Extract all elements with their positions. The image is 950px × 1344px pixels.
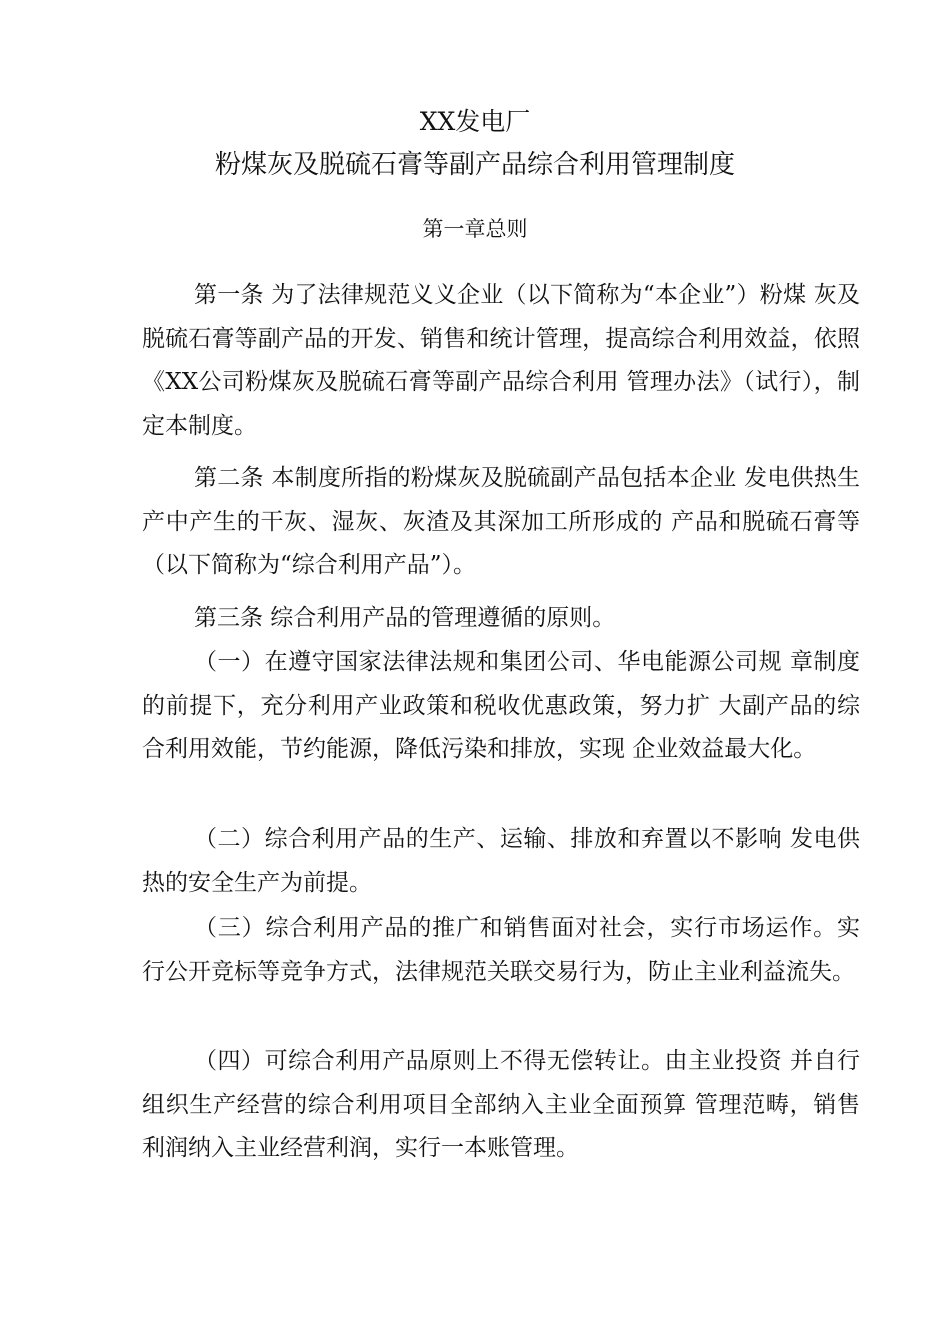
chapter-heading: 第一章总则	[422, 217, 528, 241]
document-title-line-1: XX发电厂	[419, 107, 531, 136]
paragraph-article-2: 第二条 本制度所指的粉煤灰及脱硫副产品包括本企业 发电供热生产中产生的干灰、湿灰、灰渣及其深加工所形成的 产品和脱硫石膏等（以下简称为“综合利用产品”）。	[142, 465, 860, 578]
paragraph-principle-3: （三）综合利用产品的推广和销售面对社会，实行市场运作。实行公开竞标等竞争方式，法律规范关联交易行为，防止主业利益流失。	[142, 915, 860, 985]
paragraph-principle-2: （二）综合利用产品的生产、运输、排放和弃置以不影响 发电供热的安全生产为前提。	[142, 826, 860, 896]
paragraph-article-1: 第一条 为了法律规范义义企业（以下简称为“本企业”）粉煤 灰及脱硫石膏等副产品的开发、销售和统计管理，提高综合利用效益，依照《XX公司粉煤灰及脱硫石膏等副产品综合利用 管理办法》（试行），制定本制度。	[142, 282, 860, 439]
paragraph-principle-4: （四）可综合利用产品原则上不得无偿转让。由主业投资 并自行组织生产经营的综合利用项目全部纳入主业全面预算 管理范畴，销售利润纳入主业经营利润，实行一本账管理。	[142, 1048, 860, 1161]
paragraph-principle-1: （一）在遵守国家法律法规和集团公司、华电能源公司规 章制度的前提下，充分利用产业政策和税收优惠政策，努力扩 大副产品的综合利用效能，节约能源，降低污染和排放，实现 企业效益最大化。	[142, 649, 860, 762]
document-title-line-2: 粉煤灰及脱硫石膏等副产品综合利用管理制度	[214, 150, 735, 180]
paragraph-article-3: 第三条 综合利用产品的管理遵循的原则。	[194, 605, 616, 631]
